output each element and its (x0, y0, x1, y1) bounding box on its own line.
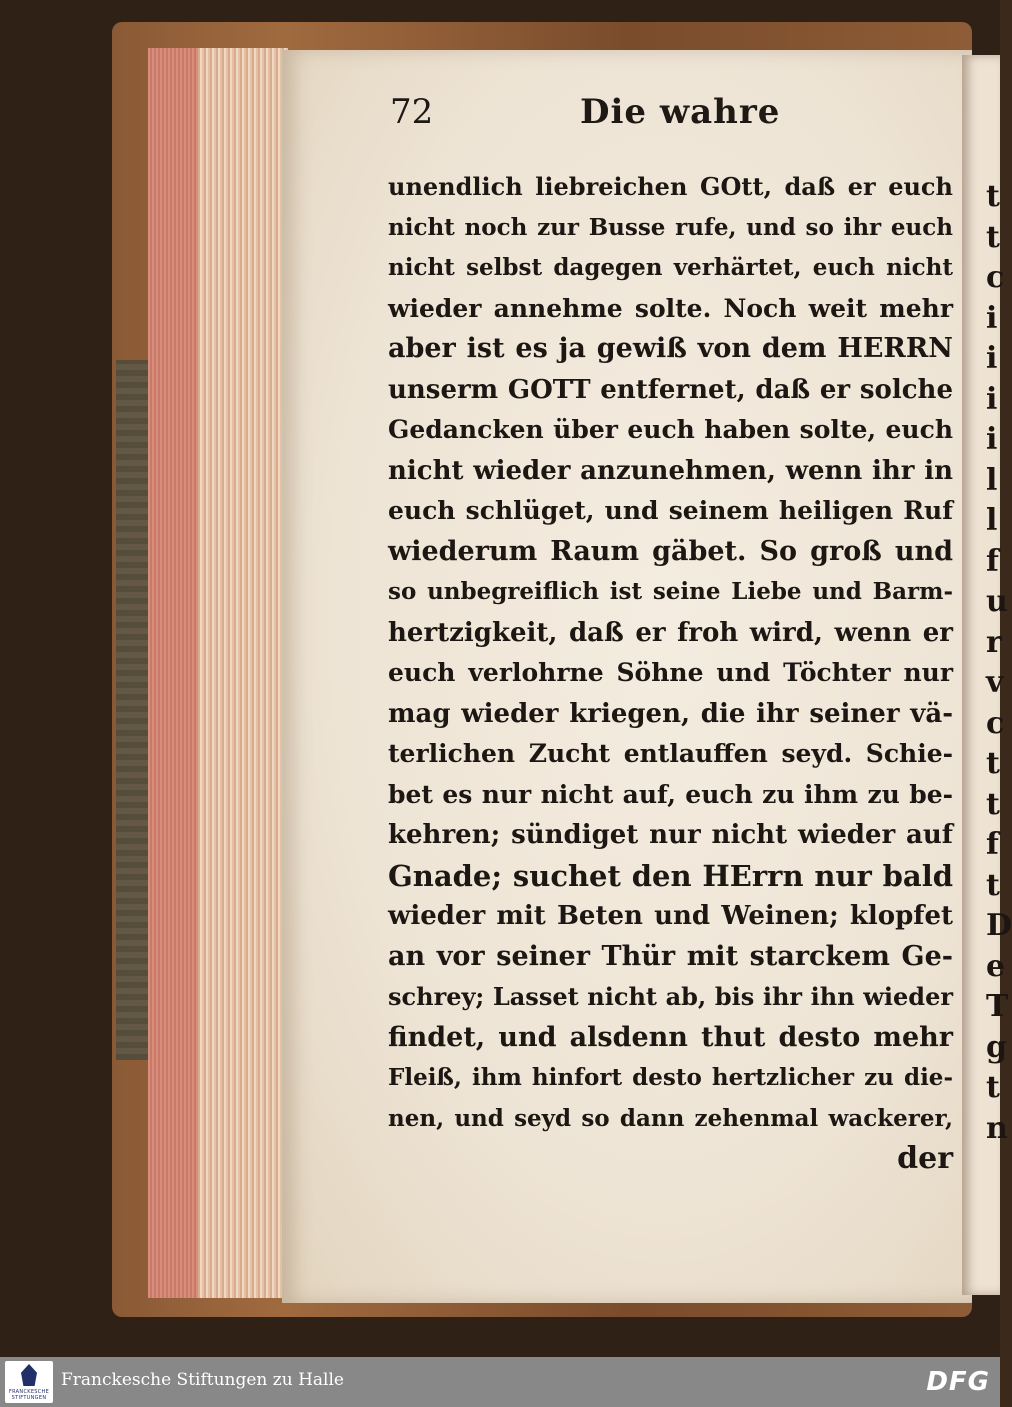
text-line: Gnade; suchet den HErrn nur bald (388, 858, 953, 893)
text-line: so unbegreiflich ist seine Liebe und Barm- (388, 578, 953, 605)
logo-text-line: FRANCKESCHE (8, 1389, 50, 1395)
facing-page-letter: i (986, 422, 998, 457)
text-line: nen, und seyd so dann zehenmal wackerer, (388, 1104, 953, 1132)
text-line: Fleiß, ihm hinfort desto hertzlicher zu die- (388, 1064, 953, 1091)
facing-page-letter: t (986, 786, 1000, 822)
facing-page-letter: i (986, 341, 998, 376)
text-line: bet es nur nicht auf, euch zu ihm zu be- (388, 779, 953, 809)
text-line: hertzigkeit, daß er froh wird, wenn er (388, 617, 953, 648)
text-line: nicht selbst dagegen verhärtet, euch nicht (388, 254, 953, 281)
running-title: Die wahre (580, 92, 781, 132)
facing-page-letter: c (986, 260, 1005, 295)
facing-page-letter: f (986, 543, 999, 579)
page-number: 72 (390, 92, 434, 132)
facing-page-letter: c (986, 705, 1005, 741)
text-line: mag wieder kriegen, die ihr seiner vä- (388, 698, 953, 729)
logo-text-line: STIFTUNGEN (11, 1395, 47, 1401)
text-line: schrey; Lasset nicht ab, bis ihr ihn wieder (388, 982, 953, 1011)
text-line: wieder annehme solte. Noch weit mehr (388, 293, 953, 323)
text-line: kehren; sündiget nur nicht wieder auf (388, 820, 953, 850)
text-block (388, 167, 953, 1180)
facing-page-letter: f (986, 827, 999, 862)
facing-page-letter: t (986, 219, 1000, 255)
facing-page-edge (962, 55, 1012, 1295)
institution-link[interactable]: Franckesche Stiftungen zu Halle (61, 1370, 344, 1390)
facing-page-letter: v (986, 665, 1004, 700)
text-line: terlichen Zucht entlauffen seyd. Schie- (388, 739, 953, 768)
facing-page-letter: t (986, 179, 1000, 214)
text-line: wiederum Raum gäbet. So groß und (388, 535, 953, 567)
facing-page-letter: t (986, 867, 1000, 903)
facing-page-letter: t (986, 1070, 1000, 1105)
text-line: unserm GOTT entfernet, daß er solche (388, 374, 953, 405)
facing-page-letter: e (986, 948, 1006, 984)
facing-page-letter: i (986, 300, 998, 336)
facing-page-letter: u (986, 584, 1008, 619)
facing-page-letter: n (986, 1110, 1008, 1146)
facing-page-letter: r (986, 624, 1002, 660)
institution-logo[interactable] (5, 1361, 53, 1403)
facing-page-letter: T (986, 989, 1009, 1024)
cover-leather-band (116, 360, 150, 1060)
text-line: Gedancken über euch haben solte, euch (388, 415, 953, 444)
dfg-logo[interactable]: DFG (926, 1367, 990, 1397)
red-edge (148, 48, 198, 1298)
running-head (390, 92, 950, 142)
text-line: unendlich liebreichen GOtt, daß er euch (388, 172, 953, 201)
facing-page-letter: l (986, 503, 998, 538)
facing-page-letter: l (986, 462, 998, 498)
orphan-figure-icon (21, 1364, 37, 1386)
facing-page-letter: i (986, 381, 998, 417)
facing-page-letter: g (986, 1029, 1007, 1065)
text-line: wieder mit Beten und Weinen; klopfet (388, 901, 953, 931)
text-line: nicht noch zur Busse rufe, und so ihr euch (388, 213, 953, 241)
catchword: der (897, 1141, 953, 1176)
text-line: nicht wieder anzunehmen, wenn ihr in (388, 455, 953, 486)
facing-page-letter: D (986, 908, 1012, 943)
text-line: an vor seiner Thür mit starckem Ge- (388, 940, 953, 972)
text-line: aber ist es ja gewiß von dem HERRN (388, 333, 953, 364)
facing-page-letter: t (986, 746, 1000, 781)
page-edges (148, 48, 288, 1298)
viewer-footer (0, 1357, 1000, 1407)
text-line: euch verlohrne Söhne und Töchter nur (388, 658, 953, 687)
text-line: euch schlüget, und seinem heiligen Ruf (388, 496, 953, 525)
text-line: findet, und alsdenn thut desto mehr (388, 1021, 953, 1053)
